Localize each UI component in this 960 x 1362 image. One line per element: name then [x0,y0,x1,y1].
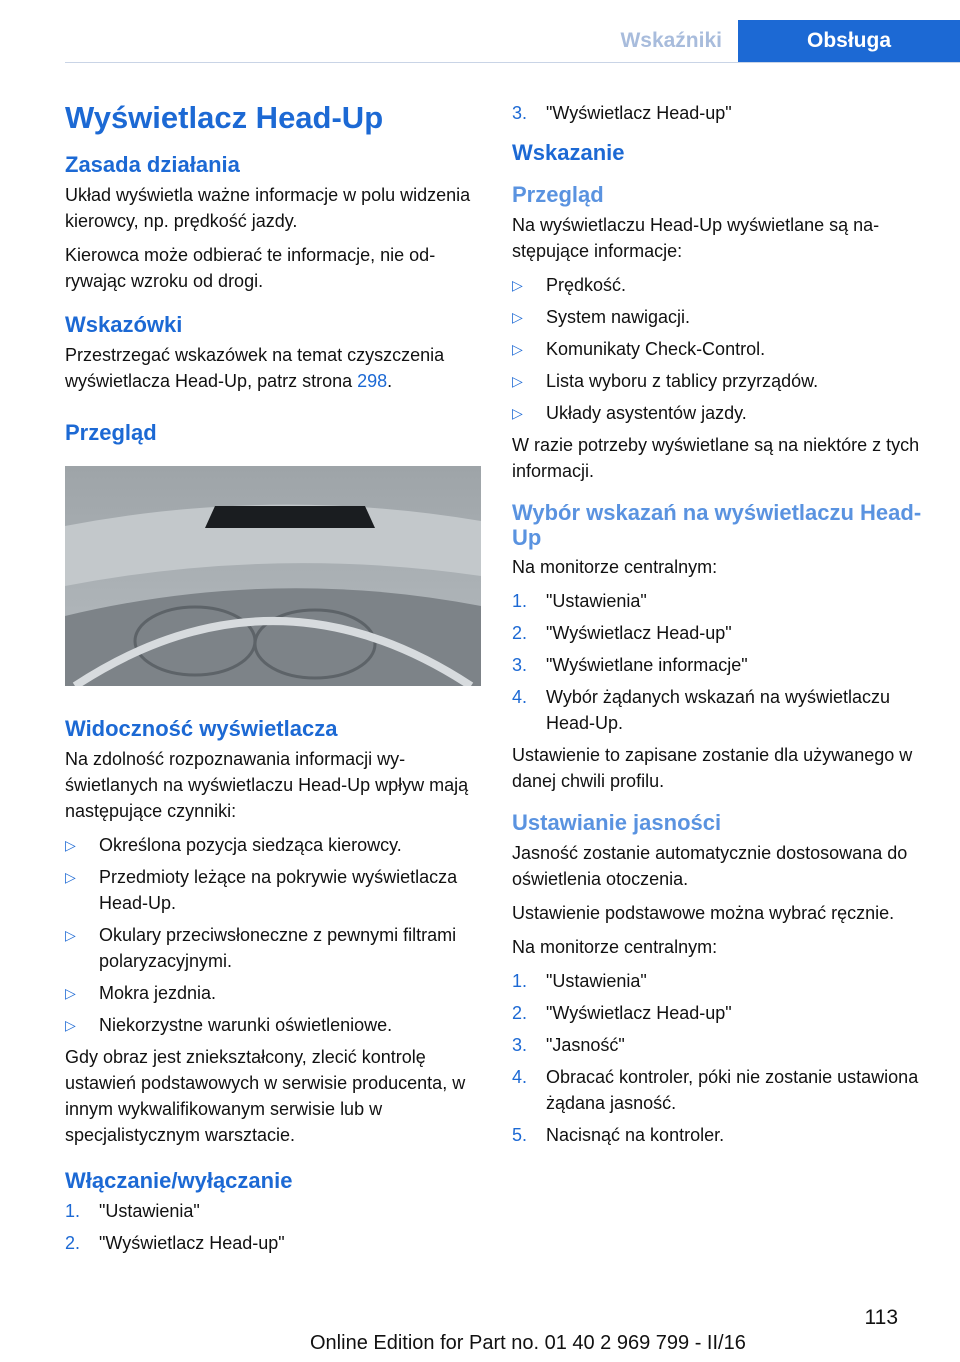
list-item: ▷ Okulary przeciwsłoneczne z pewnymi filtrami polaryzacyjnymi. [65,922,483,974]
edition-note: Online Edition for Part no. 01 40 2 969 799 - II/16 [310,1332,746,1354]
heading-przeglad-right: Przegląd [512,182,604,207]
list-item: 4. Wybór żądanych wskazań na wyświetlaczu Head-Up. [512,687,890,733]
list-item: 2. "Wyświetlacz Head-up" [65,1233,285,1253]
list-item: 3. "Wyświetlane informacje" [512,655,748,675]
heading-wskazowki: Wskazówki [65,312,183,337]
paragraph: Na monitorze centralnym: [512,937,718,957]
list-item: ▷ Mokra jezdnia. [65,980,483,1006]
list-item: 2. "Wyświetlacz Head-up" [512,623,732,643]
list-item: ▷ Przedmioty leżące na pokrywie wyświetlacza Head-Up. [65,864,483,916]
paragraph: Kierowca może odbierać te informacje, nie odrywając wzroku od drogi. [65,245,436,291]
heading-jasnosc: Ustawianie jasności [512,810,722,835]
page-title: Wyświetlacz Head-Up [65,100,384,135]
list-item: ▷ Prędkość. [512,272,932,298]
triangle-bullet-icon: ▷ [512,341,523,357]
paragraph: Ustawienie to zapisane zostanie dla używanego w danej chwili profilu. [512,745,913,791]
triangle-bullet-icon: ▷ [512,373,523,389]
heading-wlaczanie: Włączanie/wyłączanie [65,1168,293,1193]
list-item: ▷ Lista wyboru z tablicy przyrządów. [512,368,932,394]
list-item: 4. Obracać kontroler, póki nie zostanie ustawiona żądana jasność. [512,1067,919,1113]
triangle-bullet-icon: ▷ [512,277,523,293]
list-item: ▷ Układy asystentów jazdy. [512,400,932,426]
left-column [65,100,483,1262]
triangle-bullet-icon: ▷ [512,405,523,421]
heading-widocznosc: Widoczność wyświetlacza [65,716,338,741]
paragraph: Na monitorze centralnym: [512,557,718,577]
list-item: ▷ Niekorzystne warunki oświetleniowe. [65,1012,483,1038]
tab-wskazniki[interactable]: Wskaźniki [620,29,722,52]
numbered-list [512,100,932,126]
paragraph: Na wyświetlaczu Head-Up wyświetlane są następujące informacje: [512,215,880,261]
right-column [512,100,932,1154]
numbered-list [512,588,932,736]
list-item: 1. "Ustawienia" [512,591,647,611]
triangle-bullet-icon: ▷ [65,985,76,1001]
list-item: 2. "Wyświetlacz Head-up" [512,1003,732,1023]
paragraph: Ustawienie podstawowe można wybrać ręcznie. [512,903,895,923]
heading-przeglad: Przegląd [65,420,157,445]
list-item: 3. "Jasność" [512,1035,625,1055]
paragraph: W razie potrzeby wyświetlane są na niektóre z tych informacji. [512,435,920,481]
bullet-list [65,832,483,1038]
triangle-bullet-icon: ▷ [65,1017,76,1033]
paragraph: Przestrzegać wskazówek na temat czyszczenia wyświetlacza Head-Up, patrz strona 298. [65,345,445,391]
heading-zasada: Zasada działania [65,152,240,177]
header-bar [65,20,960,63]
page-link[interactable]: 298 [357,371,388,391]
paragraph: Jasność zostanie automatycznie dostosowana do oświetlenia otoczenia. [512,843,908,889]
list-item: 5. Nacisnąć na kontroler. [512,1125,725,1145]
list-item: 3. "Wyświetlacz Head-up" [512,103,732,123]
triangle-bullet-icon: ▷ [65,837,76,853]
tab-obsluga[interactable]: Obsługa [738,20,960,62]
numbered-list [512,968,932,1148]
triangle-bullet-icon: ▷ [65,869,76,885]
triangle-bullet-icon: ▷ [65,927,76,943]
triangle-bullet-icon: ▷ [512,309,523,325]
list-item: ▷ Komunikaty Check-Control. [512,336,932,362]
page-number: 113 [864,1306,898,1329]
footer [0,1306,960,1354]
list-item: 1. "Ustawienia" [512,971,647,991]
list-item: 1. "Ustawienia" [65,1201,200,1221]
bullet-list [512,272,932,426]
list-item: ▷ System nawigacji. [512,304,932,330]
heading-wskazanie: Wskazanie [512,140,625,165]
paragraph: Na zdolność rozpoznawania informacji wyświetlanych na wyświetlaczu Head-Up wpływ mają następujące czynniki: [65,749,469,821]
dashboard-photo [65,466,481,686]
heading-wybor: Wybór wskazań na wyświetlaczu Head-Up [512,500,922,550]
numbered-list [65,1198,483,1256]
list-item: ▷ Określona pozycja siedząca kierowcy. [65,832,483,858]
paragraph: Układ wyświetla ważne informacje w polu widzenia kierowcy, np. prędkość jazdy. [65,185,471,231]
paragraph: Gdy obraz jest zniekształcony, zlecić kontrolę ustawień podstawowych w serwisie producenta, w innym wykwalifikowanym serwisie lub w specjalistycznym warsztacie. [65,1047,466,1145]
